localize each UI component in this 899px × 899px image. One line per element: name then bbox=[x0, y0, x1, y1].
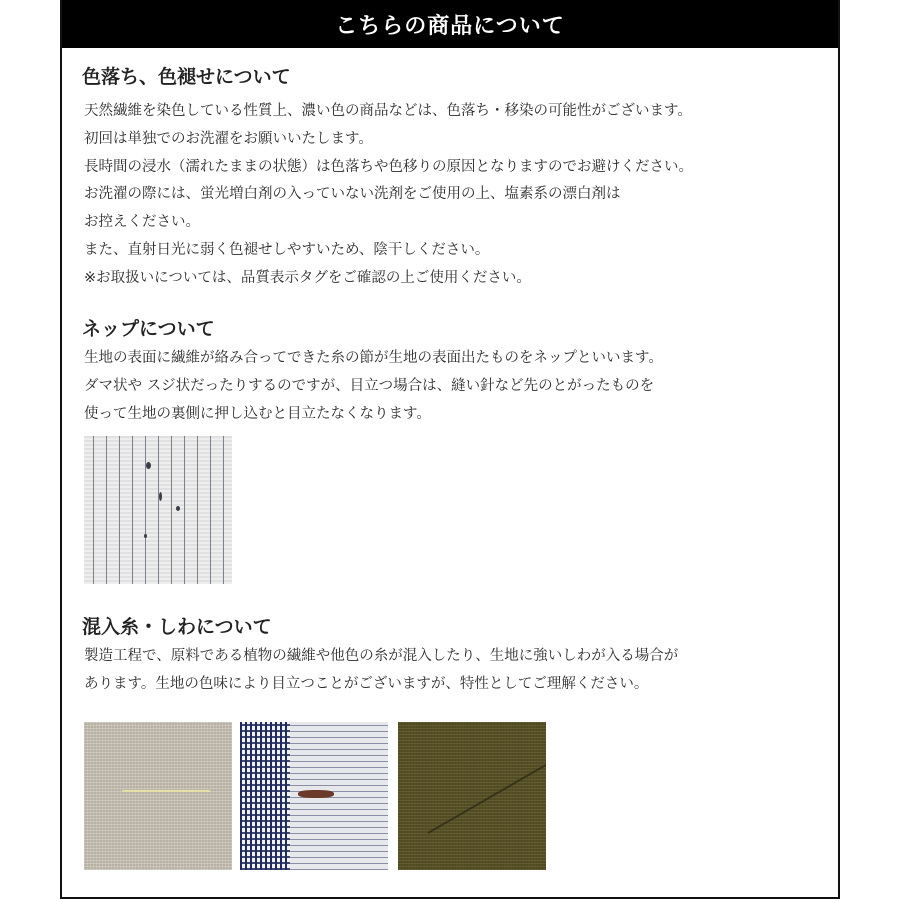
section-title-nep: ネップについて bbox=[82, 318, 215, 340]
section-title-fading: 色落ち、色褪せについて bbox=[82, 66, 291, 88]
text-line: あります。生地の色味により目立つことがございますが、特性としてご理解ください。 bbox=[84, 675, 649, 692]
content-frame bbox=[60, 0, 840, 899]
linen-fabric-photo bbox=[84, 722, 232, 870]
text-line: ※お取扱いについては、品質表示タグをご確認の上ご使用ください。 bbox=[84, 269, 531, 286]
header-title: こちらの商品について bbox=[335, 13, 565, 39]
text-line: お洗濯の際には、蛍光増白剤の入っていない洗剤をご使用の上、塩素系の漂白剤は bbox=[84, 186, 621, 203]
text-line: 長時間の浸水（濡れたままの状態）は色落ちや色移りの原因となりますのでお避けください。 bbox=[84, 158, 693, 175]
text-line: 製造工程で、原料である植物の繊維や他色の糸が混入したり、生地に強いしわが入る場合が bbox=[84, 648, 679, 664]
text-line: 天然繊維を染色している性質上、濃い色の商品などは、色落ち・移染の可能性がございます。 bbox=[84, 103, 692, 119]
check-fabric-photo bbox=[240, 722, 388, 870]
text-line: 生地の表面に繊維が絡み合ってできた糸の節が生地の表面出たものをネップといいます。 bbox=[84, 350, 663, 366]
text-line: 使って生地の裏側に押し込むと目立たなくなります。 bbox=[84, 405, 431, 422]
text-line: また、直射日光に弱く色褪せしやすいため、陰干しください。 bbox=[84, 241, 490, 258]
header-banner bbox=[62, 0, 838, 48]
nep-fabric-photo bbox=[84, 436, 232, 584]
section-text-mixed-thread bbox=[84, 643, 678, 699]
text-line: 初回は単独でのお洗濯をお願いいたします。 bbox=[84, 130, 373, 147]
section-title-mixed-thread: 混入糸・しわについて bbox=[82, 616, 272, 638]
section-text-nep bbox=[84, 345, 663, 428]
text-line: ダマ状や スジ状だったりするのですが、目立つ場合は、縫い針など先のとがったものを bbox=[84, 377, 655, 394]
olive-fabric-photo bbox=[398, 722, 546, 870]
text-line: お控えください。 bbox=[84, 214, 200, 231]
section-text-fading bbox=[84, 98, 693, 293]
